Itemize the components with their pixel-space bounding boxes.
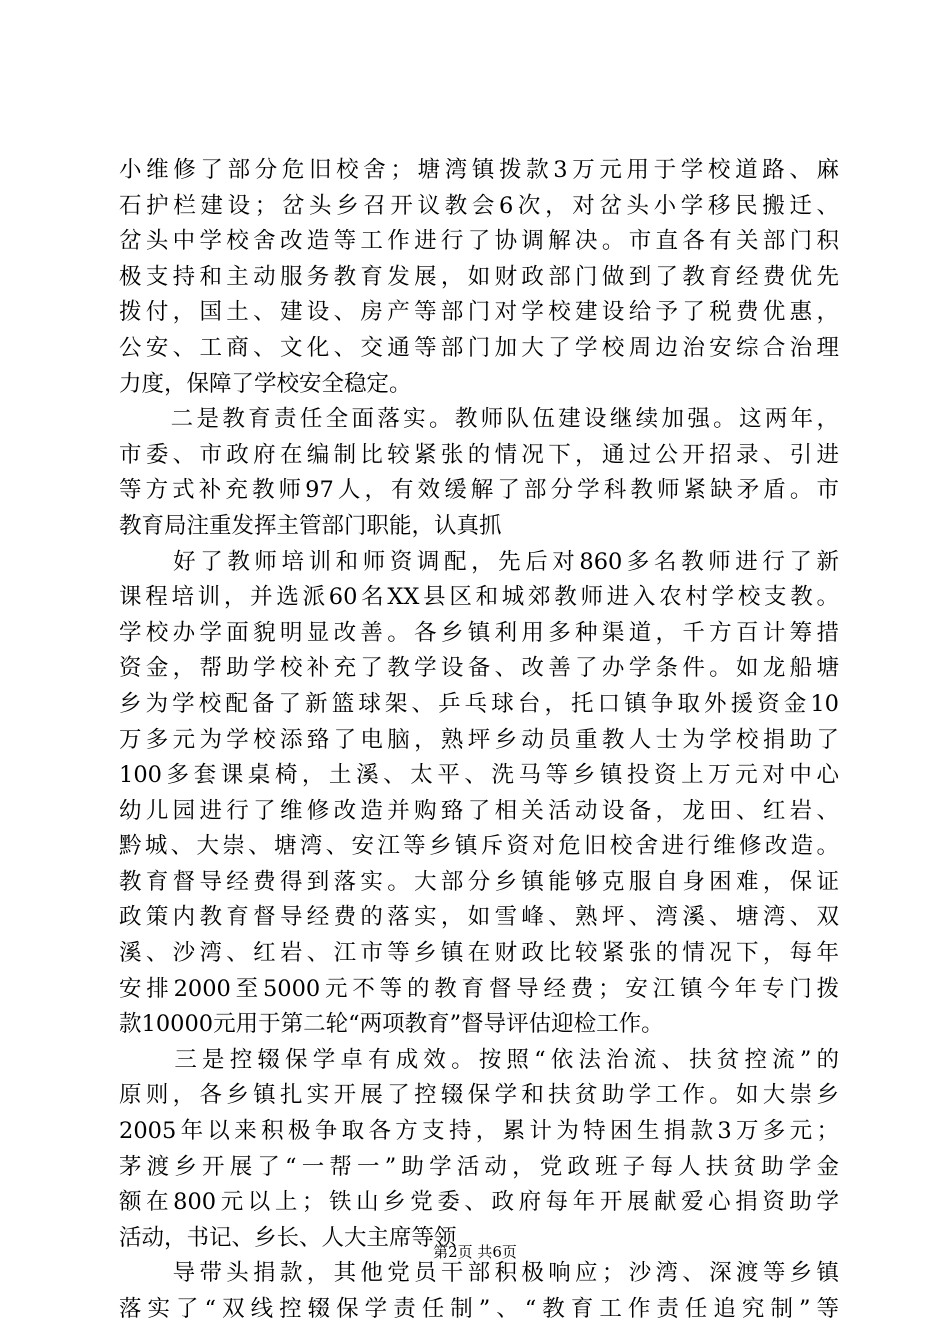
text-line: 极支持和主动服务教育发展，如财政部门做到了教育经费优先 (119, 263, 839, 290)
text-line: 活动，书记、乡长、人大主席等领 (119, 1224, 457, 1251)
document-body (119, 153, 839, 1328)
text-line: 石护栏建设；岔头乡召开议教会6次，对岔头小学移民搬迁、 (119, 192, 839, 219)
text-line: 力度，保障了学校安全稳定。 (119, 370, 412, 397)
text-line: 政策内教育督导经费的落实，如雪峰、熟坪、湾溪、塘湾、双 (119, 904, 839, 931)
text-line: 教育督导经费得到落实。大部分乡镇能够克服自身困难，保证 (119, 868, 839, 895)
text-line: 导带头捐款，其他党员干部积极响应；沙湾、深渡等乡镇 (119, 1260, 839, 1287)
text-line: 资金，帮助学校补充了教学设备、改善了办学条件。如龙船塘 (119, 655, 839, 682)
text-line: 款10000元用于第二轮“两项教育”督导评估迎检工作。 (119, 1011, 664, 1038)
text-line: 茅渡乡开展了“一帮一”助学活动，党政班子每人扶贫助学金 (119, 1153, 839, 1180)
text-line: 课程培训，并选派60名XX县区和城郊教师进入农村学校支教。 (119, 584, 839, 611)
page-number-footer: 第2页 共6页 (433, 1243, 517, 1261)
text-line: 安排2000至5000元不等的教育督导经费；安江镇今年专门拨 (119, 975, 839, 1002)
text-line: 市委、市政府在编制比较紧张的情况下，通过公开招录、引进 (119, 441, 839, 468)
text-line: 100多套课桌椅，土溪、太平、洗马等乡镇投资上万元对中心 (119, 762, 839, 789)
text-line: 额在800元以上；铁山乡党委、政府每年开展献爱心捐资助学 (119, 1189, 839, 1216)
text-line: 学校办学面貌明显改善。各乡镇利用多种渠道，千方百计筹措 (119, 619, 839, 646)
text-line: 二是教育责任全面落实。教师队伍建设继续加强。这两年， (119, 406, 839, 433)
text-line: 落实了“双线控辍保学责任制”、“教育工作责任追究制”等 (119, 1296, 839, 1322)
text-line: 教育局注重发挥主管部门职能，认真抓 (119, 512, 502, 539)
text-line: 好了教师培训和师资调配，先后对860多名教师进行了新 (119, 548, 839, 575)
text-line: 岔头中学校舍改造等工作进行了协调解决。市直各有关部门积 (119, 228, 839, 255)
text-line: 幼儿园进行了维修改造并购臵了相关活动设备，龙田、红岩、 (119, 797, 839, 824)
text-line: 万多元为学校添臵了电脑，熟坪乡动员重教人士为学校捐助了 (119, 726, 839, 753)
text-line: 小维修了部分危旧校舍；塘湾镇拨款3万元用于学校道路、麻 (119, 157, 839, 183)
text-line: 拨付，国土、建设、房产等部门对学校建设给予了税费优惠， (119, 299, 839, 326)
text-line: 三是控辍保学卓有成效。按照“依法治流、扶贫控流”的 (119, 1046, 839, 1073)
text-line: 2005年以来积极争取各方支持，累计为特困生捐款3万多元； (119, 1118, 839, 1145)
text-line: 溪、沙湾、红岩、江市等乡镇在财政比较紧张的情况下，每年 (119, 940, 839, 967)
text-line: 公安、工商、文化、交通等部门加大了学校周边治安综合治理 (119, 334, 839, 361)
text-line: 等方式补充教师97人，有效缓解了部分学科教师紧缺矛盾。市 (119, 477, 839, 504)
text-line: 乡为学校配备了新篮球架、乒乓球台，托口镇争取外援资金10 (119, 690, 839, 717)
text-line: 黔城、大崇、塘湾、安江等乡镇斥资对危旧校舍进行维修改造。 (119, 833, 839, 860)
text-line: 原则，各乡镇扎实开展了控辍保学和扶贫助学工作。如大崇乡 (119, 1082, 839, 1109)
